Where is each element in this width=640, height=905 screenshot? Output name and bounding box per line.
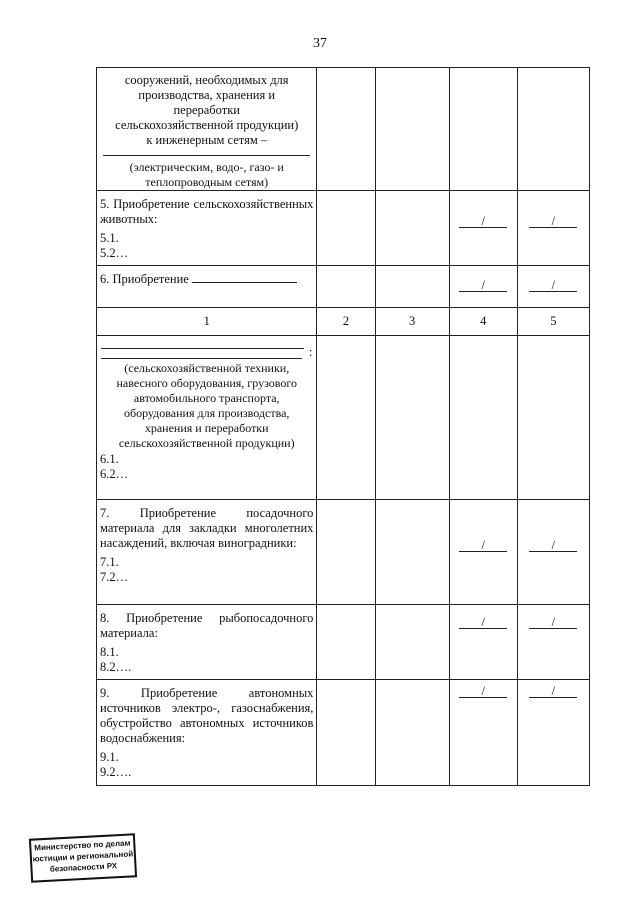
column-number: 2 [317, 308, 375, 336]
cell-empty [449, 336, 517, 500]
blank-line [101, 348, 304, 349]
cell-empty [375, 605, 449, 680]
row5-item: 5.1. [100, 231, 119, 245]
row7-item: 7.1. [100, 555, 119, 569]
row6-note: (сельскохозяйственной техники, навесного оборудования, грузового автомобильного транспорта, оборудования для производства, хранения и переработки сельскохозяйственной продукции) [116, 361, 297, 450]
row9-title: 9. Приобретение автономных источников электро-, газоснабжения, обустройство автономных источников водоснабжения: [100, 686, 314, 745]
cell-empty [317, 68, 375, 191]
colon: : [308, 345, 313, 359]
cell-infrastructure-text [97, 68, 317, 191]
fraction-field: / [459, 616, 507, 629]
row9-item: 9.2…. [100, 765, 132, 779]
cell-row5-text [97, 191, 317, 266]
row8-title: 8. Приобретение рыбопосадочного материала: [100, 611, 314, 640]
cell-row8-fraction [449, 605, 517, 680]
blank-line [103, 155, 310, 156]
infrastructure-text: сооружений, необходимых для производства, хранения и переработки сельскохозяйственной продукции) к инженерным сетям – [115, 73, 299, 147]
cell-empty [375, 336, 449, 500]
row5-title: 5. Приобретение сельскохозяйственных животных: [100, 197, 314, 226]
blank-line [192, 272, 297, 283]
table-row-7 [97, 500, 590, 605]
cell-row7-fraction [517, 500, 589, 605]
row6-item: 6.1. [100, 452, 119, 466]
cell-empty [517, 68, 589, 191]
cell-row9-fraction [517, 680, 589, 786]
cell-empty [317, 605, 375, 680]
cell-empty [375, 680, 449, 786]
cell-row8-text [97, 605, 317, 680]
cell-row6-fraction [517, 266, 589, 308]
row9-item: 9.1. [100, 750, 119, 764]
cell-row6-details [97, 336, 317, 500]
page-number: 37 [313, 36, 327, 51]
cell-empty [317, 266, 375, 308]
cell-row9-fraction [449, 680, 517, 786]
fraction-field: / [529, 616, 577, 629]
stamp-line: юстиции и региональной [32, 849, 134, 864]
stamp-line: безопасности РХ [49, 861, 118, 874]
table-row-infrastructure [97, 68, 590, 191]
cell-empty [317, 500, 375, 605]
row6-title: 6. Приобретение [100, 272, 189, 286]
cell-row7-text [97, 500, 317, 605]
cell-empty [375, 266, 449, 308]
column-number-row [97, 308, 590, 336]
row7-item: 7.2… [100, 570, 129, 584]
cell-empty [375, 68, 449, 191]
fraction-field: / [459, 685, 507, 698]
cell-row5-fraction [449, 191, 517, 266]
column-number: 3 [375, 308, 449, 336]
table-row-5 [97, 191, 590, 266]
fraction-field: / [529, 215, 577, 228]
form-table [96, 67, 590, 786]
row7-title: 7. Приобретение посадочного материала для закладки многолетних насаждений, включая виноградники: [100, 506, 314, 550]
fraction-field: / [529, 685, 577, 698]
cell-empty [317, 680, 375, 786]
cell-empty [317, 336, 375, 500]
fraction-field: / [459, 539, 507, 552]
row8-item: 8.1. [100, 645, 119, 659]
table-row-6 [97, 266, 590, 308]
table-row-9 [97, 680, 590, 786]
column-number: 1 [97, 308, 317, 336]
cell-empty [449, 68, 517, 191]
table-row-6-details [97, 336, 590, 500]
cell-empty [517, 336, 589, 500]
fraction-field: / [529, 539, 577, 552]
cell-row7-fraction [449, 500, 517, 605]
fraction-field: / [529, 279, 577, 292]
cell-empty [375, 500, 449, 605]
cell-row9-text [97, 680, 317, 786]
cell-row8-fraction [517, 605, 589, 680]
ministry-stamp [29, 833, 137, 882]
row8-item: 8.2…. [100, 660, 132, 674]
row5-item: 5.2… [100, 246, 129, 260]
column-number: 5 [517, 308, 589, 336]
cell-empty [375, 191, 449, 266]
column-number: 4 [449, 308, 517, 336]
stamp-line: Министерство по делам [34, 838, 131, 853]
infrastructure-note: (электрическим, водо-, газо- и теплопроводным сетям) [129, 160, 284, 189]
cell-row5-fraction [517, 191, 589, 266]
table-row-8 [97, 605, 590, 680]
row6-item: 6.2… [100, 467, 129, 481]
fraction-field: / [459, 279, 507, 292]
cell-row6-fraction [449, 266, 517, 308]
cell-row6-text [97, 266, 317, 308]
fraction-field: / [459, 215, 507, 228]
cell-empty [317, 191, 375, 266]
